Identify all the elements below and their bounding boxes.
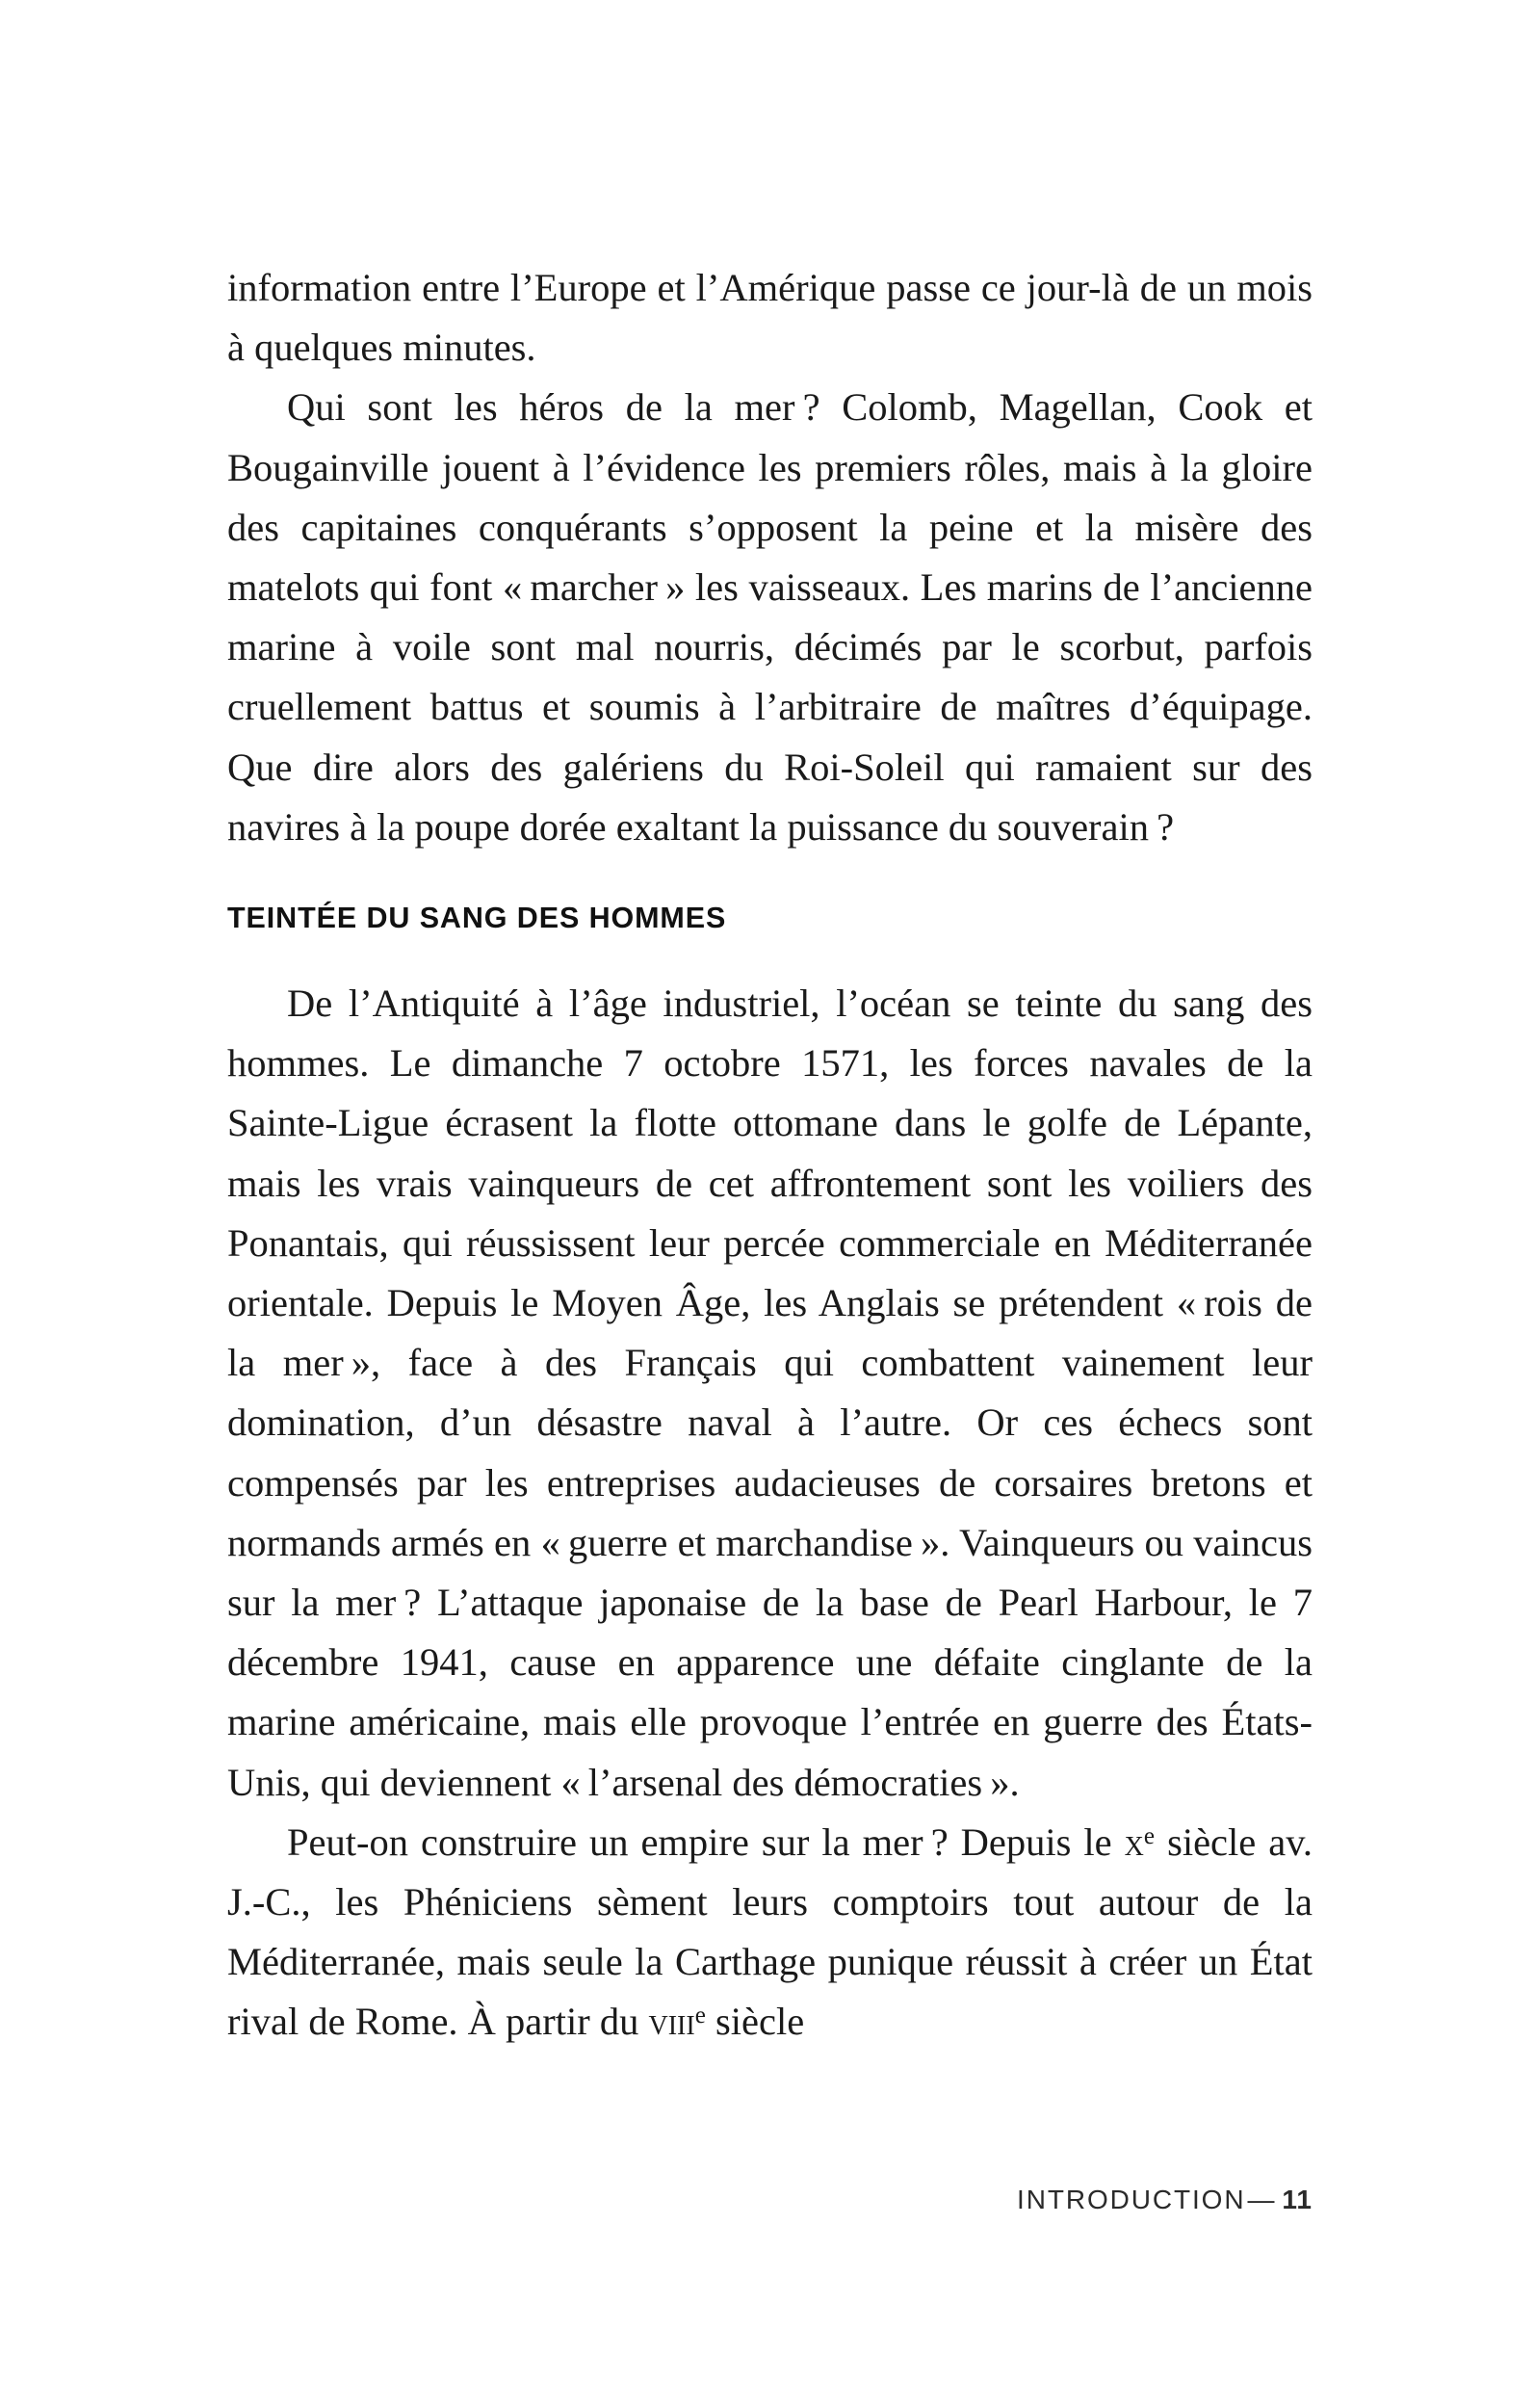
text-column xyxy=(227,258,1313,2053)
century-ordinal-first: e xyxy=(1143,1822,1156,1849)
century-numeral-second: viii xyxy=(648,2000,695,2044)
page-footer xyxy=(227,2185,1313,2215)
running-head: INTRODUCTION xyxy=(1017,2185,1246,2214)
paragraph-continued-information: information entre l’Europe et l’Amérique passe ce jour-là de un mois à quelques minutes. xyxy=(227,266,1313,370)
paragraph-middle-text: siècle av. J.-C., les Phéniciens sèment leurs comptoirs tout autour de la Méditerranée, mais seule la Carthage punique réussit à créer un État rival de Rome. À partir du xyxy=(227,1819,1313,2044)
century-numeral-first: x xyxy=(1124,1819,1144,1864)
paragraph-antiquite-ocean: De l’Antiquité à l’âge industriel, l’océan se teinte du sang des hommes. Le dimanche 7 octobre 1571, les forces navales de la Sainte-Ligue écrasent la flotte ottomane dans le golfe de Lépante, mais les vrais vainqueurs de cet affrontement sont les voiliers des Ponantais, qui réussissent leur percée commerciale en Méditerranée orientale. Depuis le Moyen Âge, les Anglais se prétendent « rois de la mer », face à des Français qui combattent vainement leur domination, d’un désastre naval à l’autre. Or ces échecs sont compensés par les entreprises audacieuses de corsaires bretons et normands armés en « guerre et marchandise ». Vainqueurs ou vaincus sur la mer ? L’attaque japonaise de la base de Pearl Harbour, le 7 décembre 1941, cause en apparence une défaite cinglante de la marine américaine, mais elle provoque l’entrée en guerre des États-Unis, qui deviennent « l’arsenal des démocraties ». xyxy=(227,982,1313,1804)
paragraph-heros-de-la-mer: Qui sont les héros de la mer ? Colomb, Magellan, Cook et Bougainville jouent à l’évidence les premiers rôles, mais à la gloire des capitaines conquérants s’opposent la peine et la misère des matelots qui font « marcher » les vaisseaux. Les marins de l’ancienne marine à voile sont mal nourris, décimés par le scorbut, parfois cruellement battus et soumis à l’arbitraire de maîtres d’équipage. Que dire alors des galériens du Roi-Soleil qui ramaient sur des navires à la poupe dorée exaltant la puissance du souverain ? xyxy=(227,385,1313,849)
heading-spacer-top xyxy=(227,857,1313,902)
paragraph-empire-sur-la-mer xyxy=(227,1813,1313,2053)
section-heading: TEINTÉE DU SANG DES HOMMES xyxy=(227,902,727,935)
century-ordinal-second: e xyxy=(694,2002,706,2029)
page-number: 11 xyxy=(1282,2185,1313,2214)
footer-separator: — xyxy=(1247,2185,1277,2214)
paragraph-lead-text: Peut-on construire un empire sur la mer ? Depuis le xyxy=(287,1819,1125,1864)
heading-spacer-bottom xyxy=(227,935,1313,974)
paragraph-tail-text: siècle xyxy=(705,2000,805,2044)
